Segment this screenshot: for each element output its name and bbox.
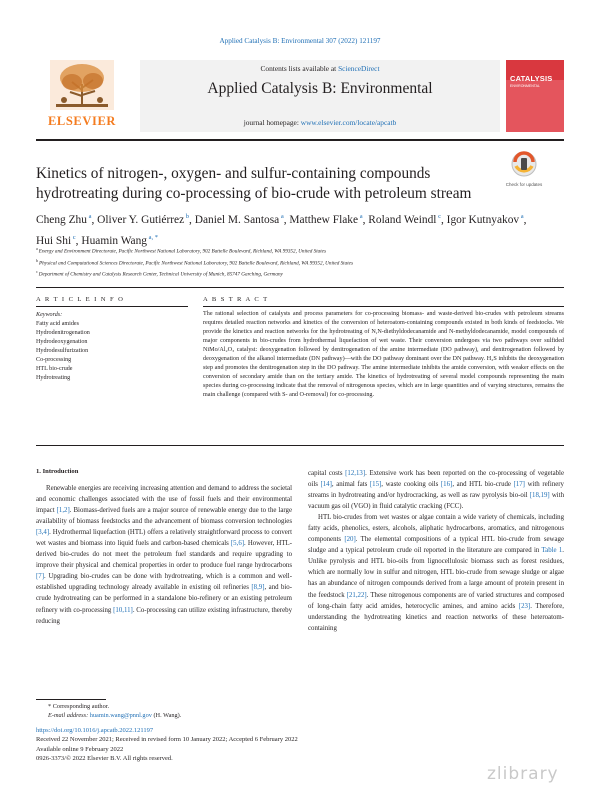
affiliation-line	[36, 257, 564, 269]
author-affiliation-marker[interactable]: a, *	[146, 233, 158, 241]
author-affiliation-marker[interactable]: a	[358, 213, 363, 220]
keyword: HTL bio-crude	[36, 366, 73, 372]
abstract-text: The rational selection of catalysts and process parameters for co-processing biomass- and waste-derived bio-crudes with petroleum streams requires detailed reaction networks and kinetics of the conversion of heteroatom-containing compounds existed in both kinds of feedstocks. We provide the kinetics and reaction networks for the hydrotreating of N,N-diethyldodecanamide and N-methyldodecanamide, model compounds of major components in bio-crudes from hydrothermal liquefaction of wet waste. Their conversion undergoes via two pathways over sulfided NiMo/Al₂O₃ catalyst: deoxygenation followed by denitrogenation of the amine intermediate (DO pathway), and denitrogenation followed by deoxygenation of the alkanol intermediate (DN pathway)—with the DO pathway dominant over the DN pathway. H₂S inhibits the deoxygenation step and promotes the denitrogenation step in the DO pathway. The amine intermediate inhibits the amide conversion, with weaker effects on the conversion of secondary amide than on the tertiary amide. The kinetics of hydrotreating of several model compounds representing the main species during co-processing indicate that the removal of nitrogenous species, which are in large quantities and of varying structures, remains the main challenge (compared with S- and O-removal) for co-processing.	[203, 311, 564, 399]
author	[97, 214, 189, 226]
check-for-updates-label[interactable]: Check for updates	[505, 182, 543, 187]
author-name: Huamin Wang	[81, 234, 147, 247]
affiliations	[36, 245, 564, 280]
citation-link[interactable]: Table 1	[541, 547, 563, 555]
author-affiliation-marker[interactable]: a	[86, 213, 92, 220]
available-online: Available online 9 February 2022	[36, 745, 124, 753]
affiliation-text: Physical and Computational Sciences Directorate, Pacific Northwest National Laboratory, 902 Battelle Boulevard, Richland, WA 99352, United States	[39, 260, 353, 267]
author-affiliation-marker[interactable]: b	[184, 213, 190, 220]
paragraph: HTL bio-crudes from wet wastes or algae contain a wide variety of chemicals, including fatty acids, phenolics, esters, alcohols, aliphatic hydrocarbons, aromatics, and nitrogenous components [20]. The elemental compositions of a typical HTL bio-crude from sewage sludge and a typical petroleum crude oil reported in the literature are compared in Table 1. Unlike pyrolysis and HTL bio-oils from lignocellulosic biomass such as forest residues, which are normally low in sulfur and nitrogen, HTL bio-crude from sewage sludge or algae has an abundance of nitrogen compounds derived from a large amount of protein present in the feedstock [21,22]. These nitrogenous components are of varied structures and composed of long-chain fatty acid amides, heterocyclic amines, and amino acids [23]. Therefore, understanding the hydrotreating kinetics and reaction networks of these heteroatom-containing	[308, 514, 565, 632]
journal-header	[140, 60, 500, 132]
author	[289, 214, 362, 226]
citation-link[interactable]: [20]	[344, 536, 356, 544]
footnote-rule	[36, 699, 106, 700]
citation-link[interactable]: [5,6]	[230, 540, 245, 548]
doi-link[interactable]: https://doi.org/10.1016/j.apcatb.2022.121197	[36, 727, 154, 734]
author-name: Cheng Zhu	[36, 213, 87, 226]
affiliation-line	[36, 268, 564, 280]
homepage-link[interactable]: www.elsevier.com/locate/apcatb	[300, 118, 397, 127]
contents-prefix: Contents lists available at	[260, 64, 339, 73]
email-label: E-mail address:	[48, 712, 90, 720]
citation-link[interactable]: [17]	[513, 481, 525, 489]
author-list: Cheng Zhu $^a$, Oliver Y. Gutiérrez $^b$, Daniel M. Santosa $^a$, Matthew Flake $^a$, Roland Weindl $^c$, Igor Kutnyakov $^a$, Hui Shi $^c$, Huamin Wang $^{a, *}$	[36, 213, 527, 247]
journal-title: Applied Catalysis B: Environmental	[207, 80, 433, 97]
affiliation-text: Energy and Environment Directorate, Pacific Northwest National Laboratory, 902 Battelle Boulevard, Richland, WA 99352, United States	[38, 248, 326, 255]
cover-subtitle: ENVIRONMENTAL	[510, 84, 540, 88]
article-info-heading: A R T I C L E I N F O	[36, 296, 125, 303]
introduction-right-column	[308, 468, 564, 634]
author	[195, 214, 284, 226]
header-rule	[36, 139, 564, 141]
citation-link[interactable]: [3,4]	[36, 529, 50, 537]
author	[447, 214, 524, 226]
watermark: zlibrary	[487, 764, 559, 784]
citation-link[interactable]: [1,2]	[56, 507, 70, 515]
paragraph: Renewable energies are receiving increasing attention and demand to address the societal and economic challenges associated with the use of fossil fuels and their environmental impact [1,2]. Biomass-derived fuels are a major source of renewable energy due to the large availability of biomass feedstocks and the advancement of biomass conversion technologies [3,4]. Hydrothermal liquefaction (HTL) offers a relatively straightforward process to convert wet wastes and biomass into liquid fuels and carbon-based chemicals [5,6]. However, HTL-derived bio-crudes do not meet the petroleum fuel standards and require upgrading to improve their physical and chemical properties in order to produce fuel range hydrocarbons [7]. Upgrading bio-crudes can be done with hydrotreating, which is a common and well-established upgrading technology already available in existing oil refineries [8,9], and bio-crude hydrotreating can be performed in a standalone bio-refinery or an existing petroleum refinery with co-processing [10,11]. Co-processing can utilize existing infrastructure, thereby reducing	[36, 485, 293, 625]
corresponding-author-note: * Corresponding author.	[48, 703, 110, 710]
author-affiliation-marker[interactable]: c	[71, 233, 76, 241]
author-name: Oliver Y. Gutiérrez	[97, 213, 185, 226]
publisher-name: ELSEVIER	[47, 114, 117, 128]
keyword-list	[36, 320, 186, 383]
contents-line	[140, 64, 500, 73]
abstract-bottom-rule	[36, 445, 564, 446]
keyword: Hydrotreating	[36, 375, 71, 381]
affiliation-marker: b	[36, 257, 39, 263]
footnotes	[48, 702, 348, 720]
keyword: Hydrodesulfurization	[36, 348, 89, 354]
keyword: Fatty acid amides	[36, 321, 79, 327]
copyright: 0926-3373/© 2022 Elsevier B.V. All rights reserved.	[36, 755, 173, 763]
author	[368, 214, 441, 226]
citation-link[interactable]: [23]	[518, 602, 531, 610]
article-title: Kinetics of nitrogen-, oxygen- and sulfur-containing compounds hydrotreating during co-processing of bio-crude with petroleum stream	[36, 165, 472, 202]
publication-info	[36, 726, 436, 764]
journal-reference[interactable]: Applied Catalysis B: Environmental 307 (2022) 121197	[219, 37, 381, 45]
journal-cover[interactable]	[506, 60, 564, 132]
citation-link[interactable]: [8,9]	[251, 584, 265, 592]
author-name: Hui Shi	[36, 234, 72, 247]
keyword: Hydrodeoxygenation	[36, 339, 88, 345]
author-affiliation-marker[interactable]: a	[519, 213, 524, 220]
author-affiliation-marker[interactable]: c	[436, 213, 441, 220]
article-info-rule	[36, 306, 188, 307]
citation-link[interactable]: [7]	[36, 573, 44, 581]
paragraph: capital costs [12,13]. Extensive work has been reported on the co-processing of vegetable oils [14], animal fats [15], waste cooking oils [16], and HTL bio-crude [17] with refinery streams in hydrotreating and/or hydrocracking, as well as raw pyrolysis bio-oil [18,19] with vacuum gas oil (VGO) in fluid catalytic cracking (FCC).	[308, 470, 564, 511]
affiliation-marker: c	[36, 269, 39, 275]
introduction-heading: 1. Introduction	[36, 468, 79, 475]
keyword: Hydrodenitrogenation	[36, 330, 90, 336]
homepage-line	[140, 118, 500, 127]
citation-link[interactable]: [14]	[320, 481, 332, 489]
affiliation-marker: a	[36, 246, 39, 251]
citation-link[interactable]: [21,22]	[346, 591, 367, 599]
author-name: Daniel M. Santosa	[194, 213, 280, 226]
keywords-label: Keywords:	[36, 312, 63, 318]
elsevier-tree-icon	[50, 60, 114, 110]
abstract-rule	[203, 306, 564, 307]
email-link[interactable]: huamin.wang@pnnl.gov	[89, 712, 152, 720]
keywords-block	[36, 311, 186, 383]
introduction-left-column	[36, 483, 292, 627]
citation-link[interactable]: [15]	[369, 481, 382, 489]
author-name: Igor Kutnyakov	[446, 213, 520, 226]
author	[36, 214, 91, 226]
abstract-heading: A B S T R A C T	[203, 296, 269, 303]
check-for-updates-icon[interactable]	[507, 150, 541, 180]
citation-link[interactable]: [16]	[440, 481, 453, 489]
elsevier-logo	[36, 60, 128, 132]
citation-link[interactable]: [10,11]	[113, 606, 133, 614]
email-line	[48, 711, 348, 720]
author-affiliation-marker[interactable]: a	[279, 213, 284, 220]
affiliation-text: Department of Chemistry and Catalysis Research Center, Technical University of Munich, 85747 Garching, Germany	[38, 271, 283, 278]
author-name: Matthew Flake	[289, 213, 359, 226]
sciencedirect-link[interactable]: ScienceDirect	[338, 64, 380, 73]
author-name: Roland Weindl	[368, 213, 437, 226]
homepage-prefix: journal homepage:	[243, 118, 301, 127]
citation-link[interactable]: [18,19]	[529, 492, 550, 500]
email-suffix: (H. Wang).	[151, 712, 182, 720]
keyword: Co-processing	[36, 357, 72, 363]
section-rule	[36, 287, 564, 288]
citation-link[interactable]: [12,13]	[345, 470, 366, 477]
cover-label: CATALYSIS	[510, 74, 553, 83]
affiliation-line	[36, 245, 564, 257]
received-dates: Received 22 November 2021; Received in revised form 10 January 2022; Accepted 6 February 2022	[36, 736, 298, 744]
